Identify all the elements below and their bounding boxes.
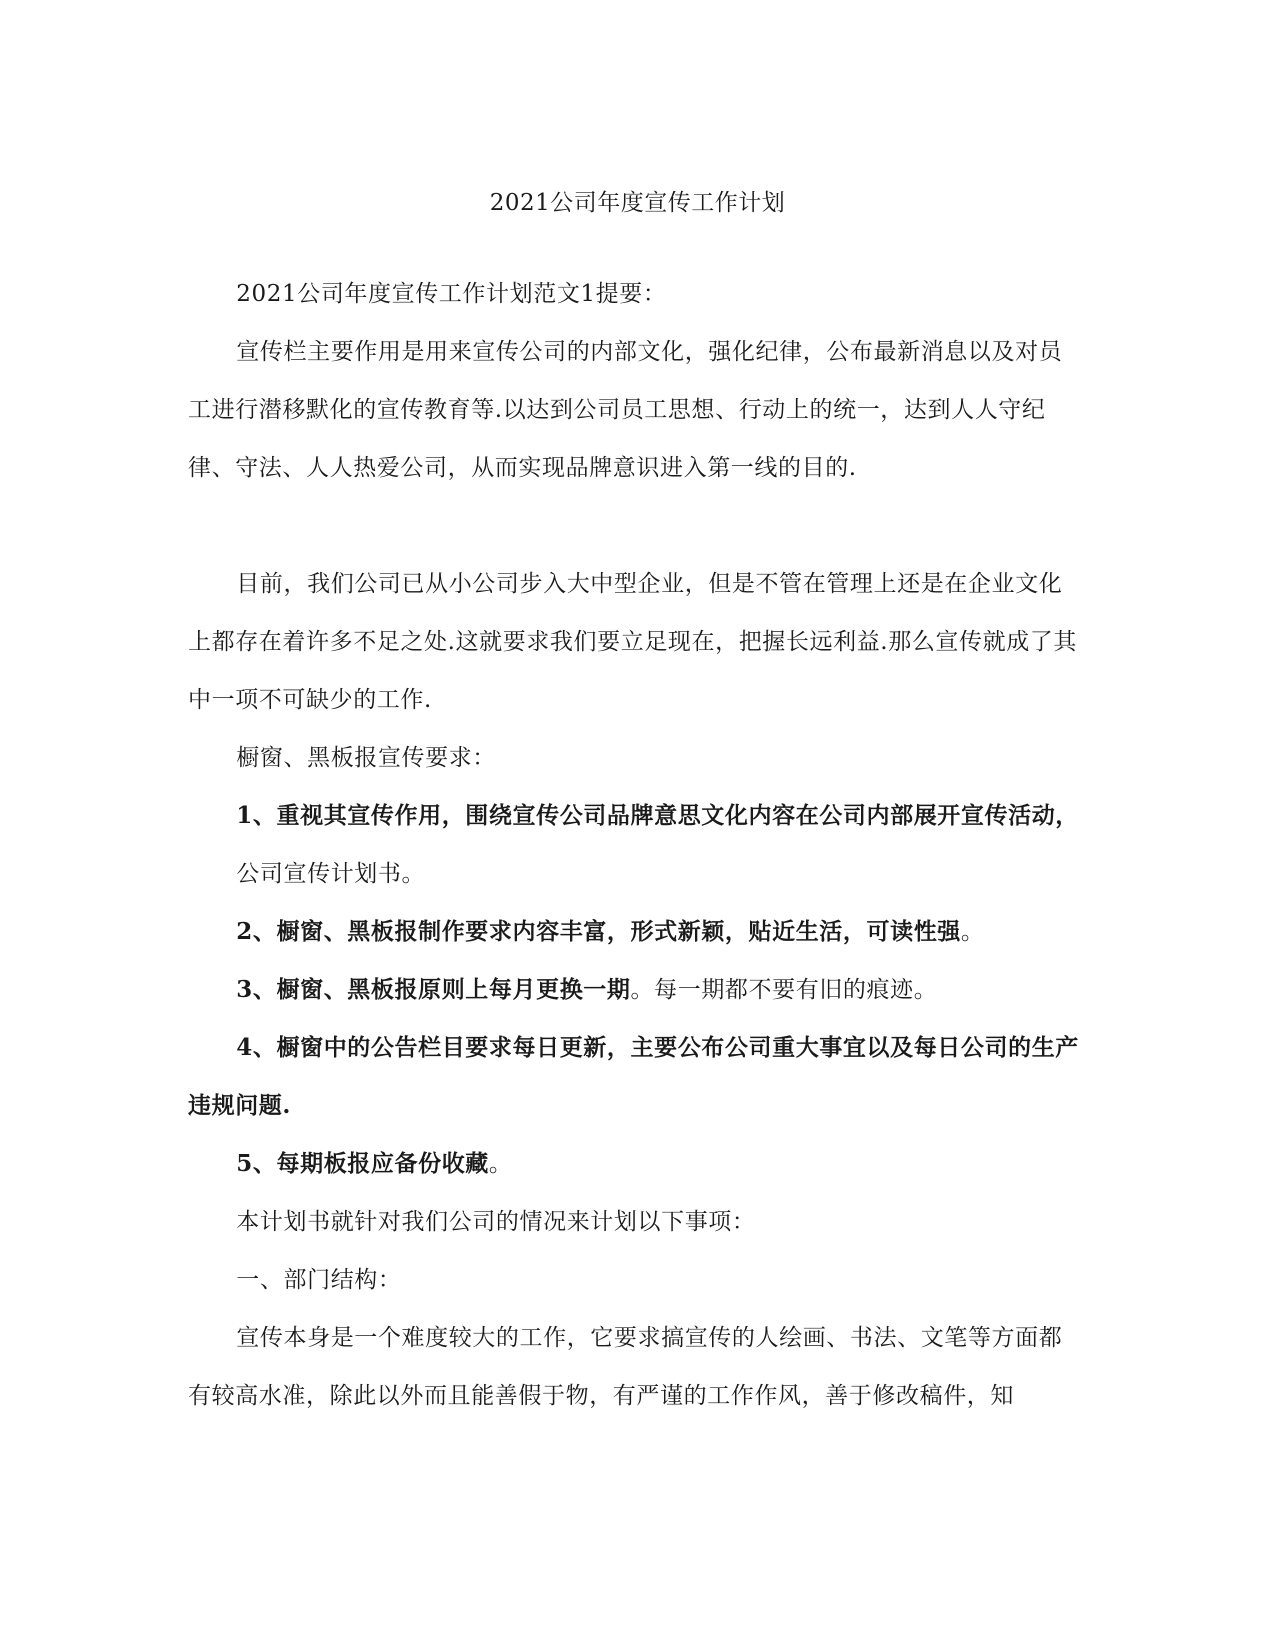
requirement-2-rest: 。 [960, 919, 985, 945]
paragraph-requirements-heading: 橱窗、黑板报宣传要求： [236, 745, 496, 771]
requirement-2-bold: 2、橱窗、黑板报制作要求内容丰富，形式新颖，贴近生活，可读性强 [236, 918, 961, 945]
paragraph-intro: 2021公司年度宣传工作计划范文1提要： [236, 281, 667, 307]
document-title: 2021公司年度宣传工作计划 [489, 190, 786, 216]
section-heading-structure: 一、部门结构： [236, 1267, 402, 1293]
requirement-1 [188, 787, 1084, 845]
requirement-1-bold: 1、重视其宣传作用，围绕宣传公司品牌意思文化内容在公司内部展开宣传活动， [236, 802, 1079, 829]
paragraph-spacer [188, 497, 1084, 555]
requirement-4 [188, 1019, 1084, 1135]
paragraph-current: 目前，我们公司已从小公司步入大中型企业，但是不管在管理上还是在企业文化上都存在着许多不足之处.这就要求我们要立足现在，把握长远利益.那么宣传就成了其中一项不可缺少的工作. [188, 571, 1078, 713]
requirement-5-rest: 。 [488, 1151, 513, 1177]
paragraph-plan-book: 公司宣传计划书。 [236, 861, 426, 887]
requirement-5-bold: 5、每期板报应备份收藏 [236, 1150, 489, 1177]
paragraph-structure-body: 宣传本身是一个难度较大的工作，它要求搞宣传的人绘画、书法、文笔等方面都有较高水准，除此以外而且能善假于物，有严谨的工作作风，善于修改稿件，知 [188, 1325, 1063, 1409]
document-body [188, 265, 1084, 1425]
requirement-5 [188, 1135, 1084, 1193]
requirement-3-bold: 3、橱窗、黑板报原则上每月更换一期 [236, 976, 631, 1003]
requirement-2 [188, 903, 1084, 961]
requirement-3 [188, 961, 1084, 1019]
paragraph-plan-items: 本计划书就针对我们公司的情况来计划以下事项： [236, 1209, 756, 1235]
requirement-4-bold: 4、橱窗中的公告栏目要求每日更新，主要公布公司重大事宜以及每日公司的生产违规问题. [188, 1034, 1079, 1119]
paragraph-purpose: 宣传栏主要作用是用来宣传公司的内部文化，强化纪律，公布最新消息以及对员工进行潜移默化的宣传教育等.以达到公司员工思想、行动上的统一，达到人人守纪律、守法、人人热爱公司，从而实现品牌意识进入第一线的目的. [188, 339, 1063, 481]
requirement-3-rest: 。每一期都不要有旧的痕迹。 [630, 977, 938, 1003]
